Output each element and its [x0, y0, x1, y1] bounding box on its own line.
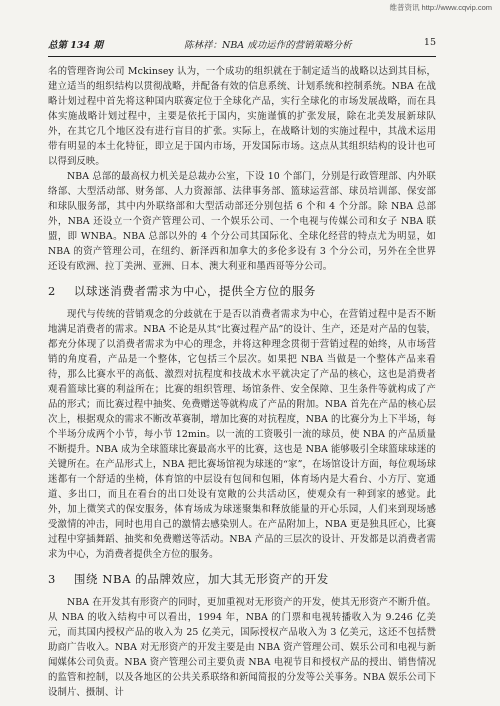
paragraph: NBA 在开发其有形资产的同时，更加重视对无形资产的开发，使其无形资产不断升值。从 NBA 的收入结构中可以看出，1994 年，NBA 的门票和电视转播收入为 9.246 亿美元，而其国内授权产品的收入为 25 亿美元，国际授权产品收入为 3 亿美元，这还不包括赞助商广告收入。NBA 对无形资产的开发主要是由 NBA 资产管理公司、娱乐公司和电视与新闻媒体公司负责。NBA 资产管理公司主要负责 NBA 电视节目和授权产品的授出、销售情况的监管和控制，以及各地区的公共关系联络和新闻简报的分发等公关事务。NBA 娱乐公司下设制片、摄制、计: [48, 597, 436, 698]
section-title: 以球迷消费者需求为中心，提供全方位的服务: [73, 284, 316, 298]
running-title: 陈林祥：NBA 成功运作的营销策略分析: [184, 40, 352, 51]
paragraph: 名的管理咨询公司 Mckinsey 认为，一个成功的组织就在于制定适当的战略以达到其目标，建立适当的组织结构以贯彻战略，并配备有效的信息系统、计划系统和控制系统。NBA 在战略计划过程中首先将这种国内联赛定位于全球化产品，实行全球化的市场发展战略，而在具体实施战略计划过程中，主要是依托于国内，实施谨慎的扩张发展，除在北美发展新球队外，在其它几个地区没有进行盲目的扩张。实际上，在战略计划的实施过程中，其战术运用带有明显的本土化特征，即立足于国内市场，开发国际市场。这点从其组织结构的设计也可以得到反映。: [48, 66, 436, 167]
watermark: 维普资讯 http://www.cqvip.com: [389, 3, 492, 12]
section-number: 3: [48, 572, 56, 586]
section-heading: [48, 283, 436, 299]
paragraph: 现代与传统的营销观念的分歧就在于是否以消费者需求为中心，在营销过程中是否不断地满足消费者的需求。NBA 不论是从其“比赛过程产品”的设计、生产，还是对产品的包装，都充分体现了以消费者需求为中心的理念，并将这种理念贯彻于营销过程的始终，从市场营销的角度看，产品是一个整体，它包括三个层次。如果把 NBA 当做是一个整体产品来看待，那么比赛水平的高低、激烈对抗程度和技战术水平就决定了产品的核心，这也是消费者观看篮球比赛的利益所在；比赛的组织管理、场馆条件、安全保障、卫生条件等就构成了产品的形式；而比赛过程中抽奖、免费赠送等就构成了产品的附加。NBA 首先在产品的核心层次上，根据观众的需求不断改革赛制，增加比赛的对抗程度，NBA 的比赛分为上下半场，每个半场分成两个小节，每小节 12min。以一流的工资吸引一流的球员，使 NBA 的产品质量不断提升。NBA 成为全球篮球比赛最高水平的比赛，这也是 NBA 能够吸引全球篮球球迷的关键所在。在产品形式上，NBA 把比赛场馆视为球迷的“家”，在场馆设计方面，每位观场球迷都有一个舒适的坐椅，体育馆的中层设有包间和包厢，体育场内是大看台、小方厅、宽通道、多出口，而且在看台的出口处设有宽敞的公共活动区，使观众有一种到家的感觉。此外，加上微笑式的保安服务，体育场成为球迷聚集和释放能量的开心乐园，人们来到现场感受激情的冲击，同时也用自己的激情去感染别人。在产品附加上，NBA 更是独具匠心，比赛过程中穿插舞蹈、抽奖和免费赠送等活动。NBA 产品的三层次的设计、开发都是以消费者需求为中心，为消费者提供全方位的服务。: [48, 309, 436, 560]
section-title: 围绕 NBA 的品牌效应，加大其无形资产的开发: [73, 572, 329, 586]
page-number: 15: [423, 37, 436, 48]
paragraph: NBA 总部的最高权力机关是总裁办公室，下设 10 个部门，分别是行政管理部、内外联络部、大型活动部、财务部、人力资源部、法律事务部、篮球运营部、球员培训部、保安部和球队服务部，其中内外联络部和大型活动部还分别包括 6 个和 4 个分部。除 NBA 总部外，NBA 还设立一个资产管理公司、一个娱乐公司、一个电视与传媒公司和女子 NBA 联盟，即 WNBA。NBA 总部以外的 4 个分公司其国际化、全球化经营的特点尤为明显，如 NBA 的资产管理公司，在纽约、新泽西和加拿大的多伦多设有 3 个分公司，另外在全世界还设有欧洲、拉丁美洲、亚洲、日本、澳大利亚和墨西哥等分公司。: [48, 171, 436, 272]
issue-number: 总第 134 期: [48, 40, 103, 51]
article-body: [48, 64, 436, 700]
section-number: 2: [48, 284, 56, 298]
section-heading: [48, 571, 436, 587]
header-rule: [48, 56, 436, 57]
running-header: [48, 37, 436, 53]
